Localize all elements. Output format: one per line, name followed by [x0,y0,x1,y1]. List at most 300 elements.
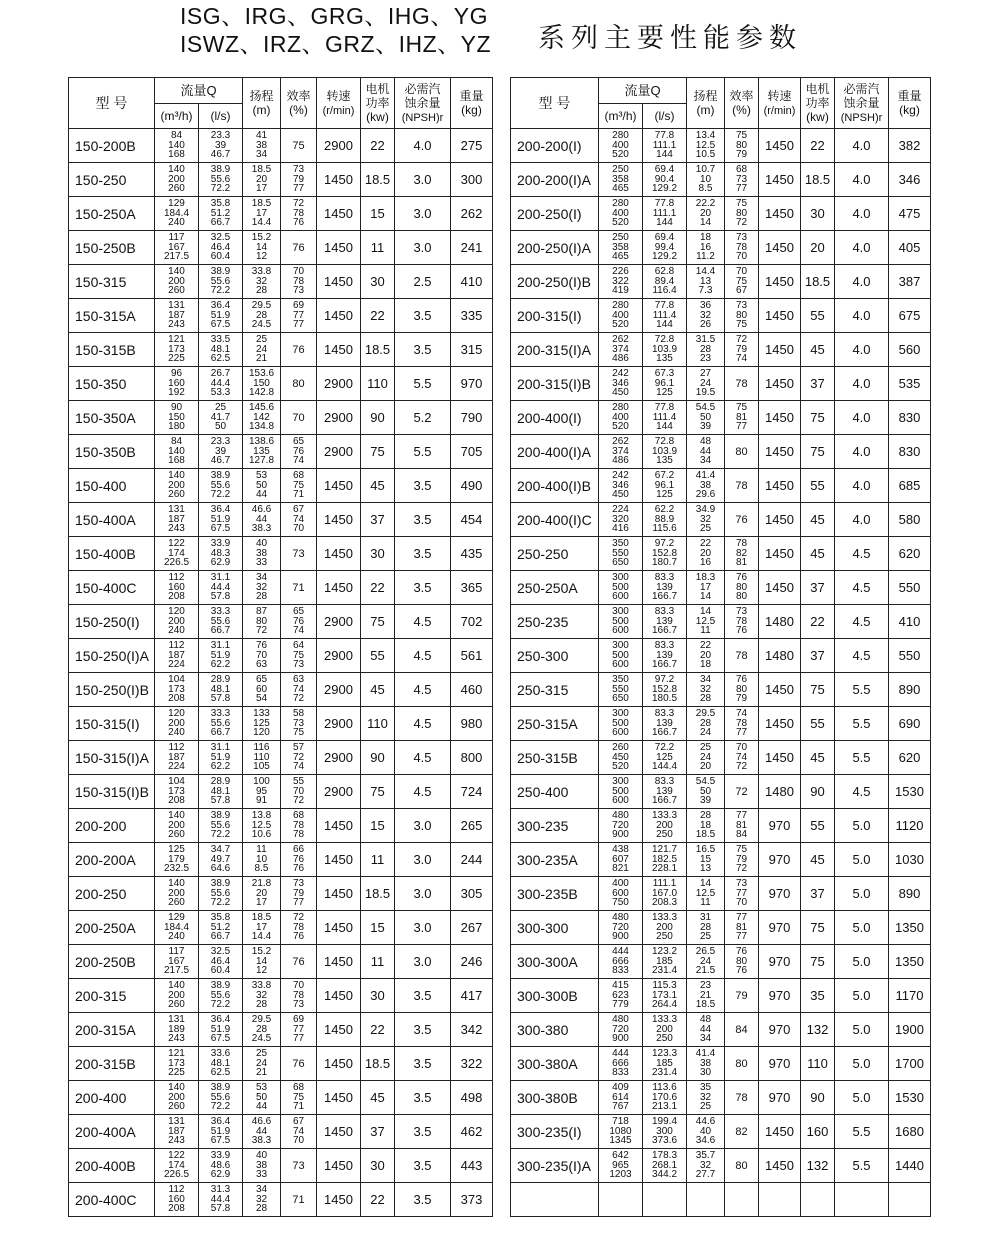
table-row [69,1047,493,1081]
table-row [511,911,931,945]
head-cell-value: 50 [255,479,268,491]
flow-ls-cell-value: 111.1 [652,207,677,219]
flow-ls-cell-value: 44.4 [210,581,231,593]
speed-cell: 970 [759,877,801,911]
head-cell-value: 28 [699,921,712,933]
speed-cell: 1450 [317,163,361,197]
flow-m3h-cell [155,1081,199,1115]
weight-cell: 475 [889,197,931,231]
table-row [511,877,931,911]
efficiency-cell-value: 73 [292,164,305,176]
efficiency-cell-value: 75 [735,275,748,287]
head-cell-value: 25 [255,1048,268,1060]
flow-m3h-cell-value: 240 [168,217,185,229]
flow-ls-cell-value: 55.6 [210,717,231,729]
flow-m3h-cell-value: 486 [612,353,629,365]
head-cell [243,843,281,877]
efficiency-cell-value: 76 [735,965,748,977]
efficiency-cell-value: 72 [735,334,748,346]
power-cell: 45 [801,843,835,877]
efficiency-cell-value: 77 [735,810,748,822]
npsh-cell: 3.5 [395,537,451,571]
efficiency-cell [725,911,759,945]
flow-ls-cell-value: 69.4 [654,164,675,176]
flow-m3h-cell [155,469,199,503]
flow-m3h-cell-value: 242 [612,470,629,482]
table-row [69,129,493,163]
model-cell: 150-350 [69,367,155,401]
flow-ls-cell-value: 121.7 [651,844,678,856]
flow-m3h-cell [155,401,199,435]
npsh-cell: 5.0 [835,945,889,979]
flow-m3h-cell-value: 650 [612,557,629,569]
weight-cell: 580 [889,503,931,537]
flow-m3h-cell-value: 1345 [609,1135,632,1147]
head-cell-value: 32 [699,1159,712,1171]
flow-m3h-cell-value: 444 [612,1048,629,1060]
head-cell-value: 32 [255,581,268,593]
head-cell [243,265,281,299]
flow-m3h-cell-value: 129 [168,912,185,924]
flow-ls-cell-value: 77.8 [654,300,675,312]
head-cell-value: 25 [255,334,268,346]
head-cell-value: 19.5 [695,387,716,399]
head-cell [687,911,725,945]
flow-m3h-cell-value: 280 [612,300,629,312]
model-cell: 200-200(I)A [511,163,599,197]
power-cell: 55 [801,469,835,503]
efficiency-cell-value: 79 [735,853,748,865]
npsh-cell: 3.5 [395,299,451,333]
head-cell-value: 14 [699,591,712,603]
speed-cell: 1450 [317,877,361,911]
speed-cell: 1450 [759,741,801,775]
efficiency-cell: 71 [281,1183,317,1217]
flow-m3h-cell-value: 217.5 [163,251,190,263]
head-cell-value: 53 [255,470,268,482]
model-cell: 200-400B [69,1149,155,1183]
head-cell-value: 153.6 [248,368,275,380]
head-cell-value: 76 [255,640,268,652]
flow-m3h-cell-value: 167 [168,955,185,967]
flow-m3h-cell [155,979,199,1013]
efficiency-cell-value: 72 [292,751,305,763]
head-cell-value: 25 [699,931,712,943]
head-cell-value: 70 [255,649,268,661]
flow-ls-cell-value: 51.9 [210,649,231,661]
weight-cell: 980 [451,707,493,741]
efficiency-cell-value: 77 [292,1023,305,1035]
header-npsh: 必需汽 蚀余量 (NPSH)r [835,78,889,129]
weight-cell: 241 [451,231,493,265]
efficiency-cell-value: 77 [735,183,748,195]
flow-m3h-cell [155,1149,199,1183]
flow-m3h-cell-value: 140 [168,470,185,482]
head-cell-value: 44 [699,1023,712,1035]
flow-ls-cell-value: 55.6 [210,173,231,185]
efficiency-cell-value: 73 [292,878,305,890]
head-cell-value: 15.2 [251,946,272,958]
flow-m3h-cell [155,1013,199,1047]
head-cell-value: 8.5 [698,183,713,195]
flow-ls-cell-value: 51.9 [210,309,231,321]
efficiency-cell: 76 [281,945,317,979]
head-cell [687,877,725,911]
flow-m3h-cell-value: 500 [612,717,629,729]
head-cell [687,367,725,401]
efficiency-cell-value: 81 [735,411,748,423]
header-flow: 流量Q [155,78,243,104]
head-cell [243,605,281,639]
flow-ls-cell-value: 200 [656,1023,673,1035]
head-cell-value: 28 [255,309,268,321]
flow-ls-cell [199,945,243,979]
weight-cell: 970 [451,367,493,401]
npsh-cell: 5.0 [835,911,889,945]
npsh-cell: 4.0 [835,129,889,163]
head-cell-value: 10.5 [695,149,716,161]
npsh-cell: 3.5 [395,469,451,503]
head-cell-value: 142.8 [248,387,275,399]
head-cell-value: 31 [699,912,712,924]
flow-ls-cell [199,673,243,707]
flow-m3h-cell-value: 600 [612,795,629,807]
flow-m3h-cell-value: 607 [612,853,629,865]
flow-ls-cell-value: 83.3 [654,708,675,720]
power-cell: 37 [361,1115,395,1149]
table-row [69,571,493,605]
head-cell-value: 11 [256,844,267,856]
table-row [69,673,493,707]
flow-m3h-cell-value: 200 [168,1091,185,1103]
flow-ls-cell [199,979,243,1013]
head-cell-value: 14.4 [251,217,272,229]
head-cell-value: 20 [699,649,712,661]
head-cell-value: 10.6 [251,829,272,841]
flow-m3h-cell-value: 900 [612,931,629,943]
performance-table-left [68,77,493,1217]
weight-cell: 535 [889,367,931,401]
head-cell [687,605,725,639]
flow-ls-cell-value: 39 [214,445,227,457]
npsh-cell: 5.5 [835,1115,889,1149]
head-cell [687,469,725,503]
head-cell-value: 44 [699,445,712,457]
npsh-cell: 5.5 [835,1149,889,1183]
head-cell-value: 44 [255,1125,268,1137]
flow-m3h-cell [155,1115,199,1149]
flow-ls-cell-value: 152.8 [651,683,678,695]
npsh-cell: 5.0 [835,809,889,843]
header-efficiency: 效率 (%) [281,78,317,129]
head-cell [243,809,281,843]
speed-cell: 1450 [759,1115,801,1149]
head-cell-value: 110 [253,751,270,763]
efficiency-cell-value: 71 [292,1101,305,1113]
flow-m3h-cell-value: 300 [612,606,629,618]
flow-ls-cell-value: 36.4 [210,300,231,312]
flow-ls-cell-value: 38.9 [210,810,231,822]
flow-ls-cell-value: 72.2 [210,829,231,841]
npsh-cell: 4.5 [395,775,451,809]
flow-ls-cell-value: 38.9 [210,1082,231,1094]
model-cell: 150-315(I)A [69,741,155,775]
model-cell: 200-400A [69,1115,155,1149]
efficiency-cell [281,197,317,231]
head-cell-value: 27 [699,368,712,380]
flow-ls-cell-value: 139 [656,615,673,627]
flow-m3h-cell [599,537,643,571]
series-line-2: ISWZ、IRZ、GRZ、IHZ、YZ [180,31,492,57]
power-cell: 22 [361,129,395,163]
power-cell: 75 [361,435,395,469]
efficiency-cell-value: 72 [735,761,748,773]
efficiency-cell: 73 [281,537,317,571]
head-cell-value: 17 [255,183,268,195]
table-row [511,231,931,265]
flow-ls-cell [199,401,243,435]
flow-m3h-cell-value: 96 [170,368,183,380]
power-cell: 22 [801,129,835,163]
efficiency-cell-value: 58 [292,708,305,720]
speed-cell: 1480 [759,639,801,673]
flow-m3h-cell [599,571,643,605]
efficiency-cell-value: 81 [735,557,748,569]
efficiency-cell-value: 75 [292,479,305,491]
head-cell-value: 28 [699,810,712,822]
power-cell: 22 [361,1183,395,1217]
efficiency-cell-value: 76 [292,615,305,627]
efficiency-cell [281,605,317,639]
head-cell-value: 24 [699,955,712,967]
flow-ls-cell [643,503,687,537]
header-head: 扬程 (m) [243,78,281,129]
flow-ls-cell-value: 96.1 [654,479,675,491]
flow-m3h-cell [599,1047,643,1081]
efficiency-cell-value: 75 [735,402,748,414]
head-cell-value: 120 [253,727,270,739]
weight-cell: 620 [889,537,931,571]
empty-cell [801,1183,835,1217]
flow-ls-cell-value: 97.2 [654,538,675,550]
npsh-cell: 4.0 [835,367,889,401]
flow-ls-cell-value: 231.4 [651,1067,678,1079]
head-cell-value: 21 [255,1067,268,1079]
npsh-cell: 4.5 [395,639,451,673]
flow-m3h-cell-value: 173 [168,343,185,355]
flow-m3h-cell-value: 614 [612,1091,629,1103]
head-cell-value: 22.2 [695,198,716,210]
head-cell-value: 14 [255,955,268,967]
efficiency-cell [281,435,317,469]
model-cell: 150-400B [69,537,155,571]
header-efficiency: 效率 (%) [725,78,759,129]
flow-ls-cell [199,911,243,945]
flow-ls-cell-value: 28.9 [210,674,231,686]
flow-ls-cell-value: 64.6 [210,863,231,875]
head-cell-value: 14.4 [695,266,716,278]
flow-m3h-cell-value: 140 [168,164,185,176]
flow-ls-cell-value: 72.2 [210,183,231,195]
npsh-cell: 4.0 [395,129,451,163]
head-cell [687,197,725,231]
flow-m3h-cell-value: 260 [168,829,185,841]
flow-m3h-cell-value: 224 [612,504,629,516]
header-power: 电机 功率 (kw) [801,78,835,129]
efficiency-cell-value: 78 [292,829,305,841]
npsh-cell: 3.5 [395,1081,451,1115]
flow-ls-cell-value: 83.3 [654,640,675,652]
efficiency-cell-value: 69 [292,1014,305,1026]
efficiency-cell-value: 73 [735,878,748,890]
head-cell-value: 18.5 [695,999,716,1011]
flow-ls-cell-value: 35.8 [210,198,231,210]
right-table-body [511,129,931,1217]
efficiency-cell-value: 70 [735,251,748,263]
flow-m3h-cell-value: 600 [612,887,629,899]
efficiency-cell-value: 55 [292,776,305,788]
flow-ls-cell [643,435,687,469]
weight-cell: 460 [451,673,493,707]
head-cell-value: 40 [255,1150,268,1162]
flow-ls-cell-value: 135 [656,455,673,467]
flow-m3h-cell [155,571,199,605]
flow-m3h-cell [599,911,643,945]
flow-ls-cell-value: 35.8 [210,912,231,924]
weight-cell: 267 [451,911,493,945]
speed-cell: 1450 [317,1115,361,1149]
efficiency-cell-value: 74 [292,1125,305,1137]
speed-cell: 1450 [759,299,801,333]
efficiency-cell-value: 78 [735,717,748,729]
flow-ls-cell [643,1081,687,1115]
efficiency-cell [725,129,759,163]
flow-ls-cell [643,367,687,401]
speed-cell: 1450 [759,537,801,571]
flow-ls-cell-value: 67.2 [654,470,675,482]
head-cell-value: 41.4 [695,1048,716,1060]
head-cell [687,537,725,571]
head-cell-value: 32 [699,513,712,525]
head-cell-value: 14.4 [251,931,272,943]
efficiency-cell-value: 68 [292,1082,305,1094]
empty-cell [599,1183,643,1217]
flow-ls-cell [643,741,687,775]
head-cell [243,639,281,673]
npsh-cell: 4.5 [395,673,451,707]
table-row [69,1183,493,1217]
flow-ls-cell-value: 46.4 [210,955,231,967]
flow-m3h-cell-value: 200 [168,887,185,899]
table-row [69,809,493,843]
speed-cell: 1450 [317,1081,361,1115]
head-cell-value: 133 [253,708,270,720]
head-cell [243,469,281,503]
flow-ls-cell-value: 72.2 [210,999,231,1011]
flow-ls-cell-value: 33.3 [210,708,231,720]
head-cell-value: 12.5 [695,615,716,627]
flow-ls-cell-value: 57.8 [210,693,231,705]
flow-m3h-cell-value: 192 [168,387,185,399]
table-row [511,1013,931,1047]
head-cell-value: 41 [255,130,268,142]
flow-m3h-cell-value: 226.5 [163,1169,190,1181]
flow-m3h-cell-value: 225 [168,353,185,365]
efficiency-cell [281,911,317,945]
table-row [69,537,493,571]
flow-ls-cell-value: 83.3 [654,776,675,788]
flow-ls-cell-value: 48.1 [210,1057,231,1069]
head-cell [243,1047,281,1081]
speed-cell: 2900 [317,673,361,707]
head-cell-value: 34 [255,149,268,161]
npsh-cell: 3.5 [395,979,451,1013]
npsh-cell: 3.0 [395,877,451,911]
npsh-cell: 3.5 [395,503,451,537]
flow-ls-cell-value: 77.8 [654,130,675,142]
model-cell: 200-400C [69,1183,155,1217]
model-cell: 250-400 [511,775,599,809]
flow-m3h-cell-value: 140 [168,266,185,278]
flow-m3h-cell-value: 131 [168,1014,185,1026]
power-cell: 18.5 [361,333,395,367]
head-cell-value: 17 [699,581,712,593]
flow-m3h-cell-value: 965 [612,1159,629,1171]
efficiency-cell-value: 79 [292,173,305,185]
flow-m3h-cell-value: 500 [612,785,629,797]
head-cell [687,673,725,707]
header-speed: 转速 (r/min) [317,78,361,129]
npsh-cell: 3.5 [395,333,451,367]
flow-m3h-cell-value: 167 [168,241,185,253]
efficiency-cell [725,197,759,231]
npsh-cell: 5.5 [395,435,451,469]
head-cell-value: 31.5 [695,334,716,346]
head-cell-value: 54.5 [695,776,716,788]
efficiency-cell-value: 70 [292,980,305,992]
table-row [69,639,493,673]
flow-m3h-cell-value: 400 [612,207,629,219]
table-row [511,299,931,333]
npsh-cell: 5.0 [835,1081,889,1115]
head-cell-value: 20 [699,547,712,559]
header-flow: 流量Q [599,78,687,104]
speed-cell: 1450 [317,809,361,843]
head-cell-value: 38 [699,1057,712,1069]
flow-ls-cell [199,1149,243,1183]
weight-cell: 417 [451,979,493,1013]
head-cell-value: 22 [699,538,712,550]
efficiency-cell-value: 76 [735,946,748,958]
flow-m3h-cell-value: 750 [612,897,629,909]
head-cell-value: 28 [699,717,712,729]
head-cell [687,1149,725,1183]
flow-ls-cell-value: 31.3 [210,1184,231,1196]
flow-ls-cell-value: 213.1 [651,1101,678,1113]
model-cell: 300-380B [511,1081,599,1115]
efficiency-cell [725,707,759,741]
flow-ls-cell [643,809,687,843]
flow-ls-cell-value: 62.8 [654,266,675,278]
table-row [69,197,493,231]
npsh-cell: 5.5 [835,741,889,775]
model-cell: 200-315(I) [511,299,599,333]
flow-m3h-cell-value: 189 [168,1023,185,1035]
efficiency-cell [725,673,759,707]
flow-m3h-cell-value: 243 [168,523,185,535]
flow-ls-cell-value: 144 [656,319,673,331]
table-row [69,1115,493,1149]
